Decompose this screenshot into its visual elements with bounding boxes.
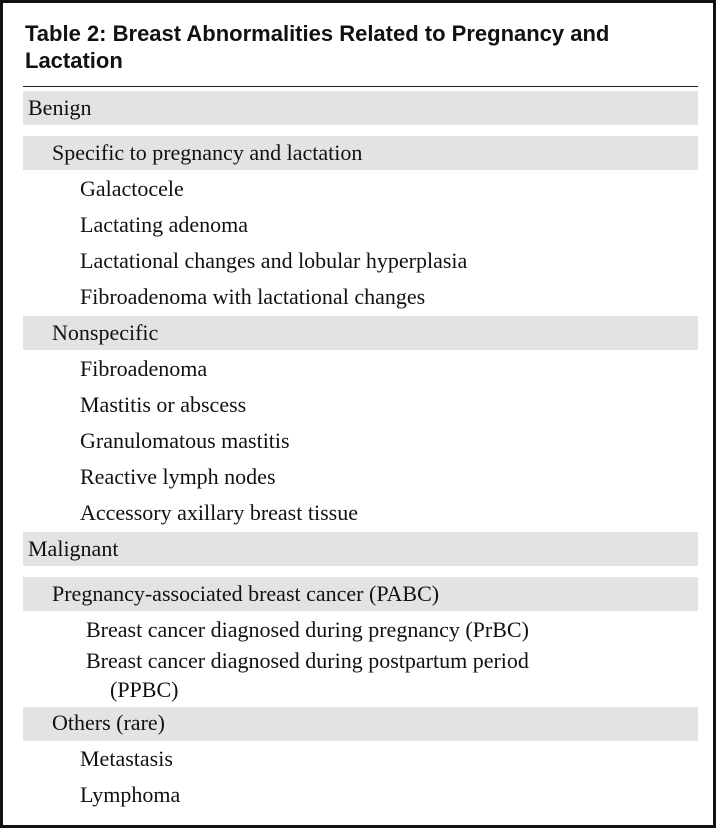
- subcategory-specific: Specific to pregnancy and lactation: [52, 140, 363, 165]
- list-item: Granulomatous mastitis: [80, 428, 290, 453]
- list-item: Lymphoma: [80, 782, 181, 807]
- list-item: Breast cancer diagnosed during postpartum period: [86, 648, 529, 673]
- list-item-continuation: (PPBC): [110, 677, 179, 702]
- subcategory-nonspecific: Nonspecific: [52, 320, 159, 345]
- list-item: Breast cancer diagnosed during pregnancy (PrBC): [86, 617, 529, 642]
- table-title: [25, 20, 705, 74]
- table-title-line-2: Lactation: [25, 48, 123, 73]
- list-item: Fibroadenoma with lactational changes: [80, 284, 426, 309]
- list-item: Reactive lymph nodes: [80, 464, 276, 489]
- category-band-malignant: [23, 532, 698, 566]
- category-band-benign: [23, 91, 698, 125]
- subcategory-pabc: Pregnancy-associated breast cancer (PABC): [52, 581, 440, 606]
- list-item: Mastitis or abscess: [80, 392, 247, 417]
- list-item: Fibroadenoma: [80, 356, 208, 381]
- list-item: Lactating adenoma: [80, 212, 248, 237]
- table-title-line-1: Table 2: Breast Abnormalities Related to Pregnancy and: [25, 21, 610, 46]
- list-item: Metastasis: [80, 746, 173, 771]
- subcategory-others: Others (rare): [52, 710, 165, 735]
- list-item: Accessory axillary breast tissue: [80, 500, 358, 525]
- title-divider: [23, 86, 698, 87]
- category-malignant: Malignant: [28, 536, 119, 561]
- category-benign: Benign: [28, 95, 92, 120]
- list-item: Lactational changes and lobular hyperplasia: [80, 248, 468, 273]
- list-item: Galactocele: [80, 176, 184, 201]
